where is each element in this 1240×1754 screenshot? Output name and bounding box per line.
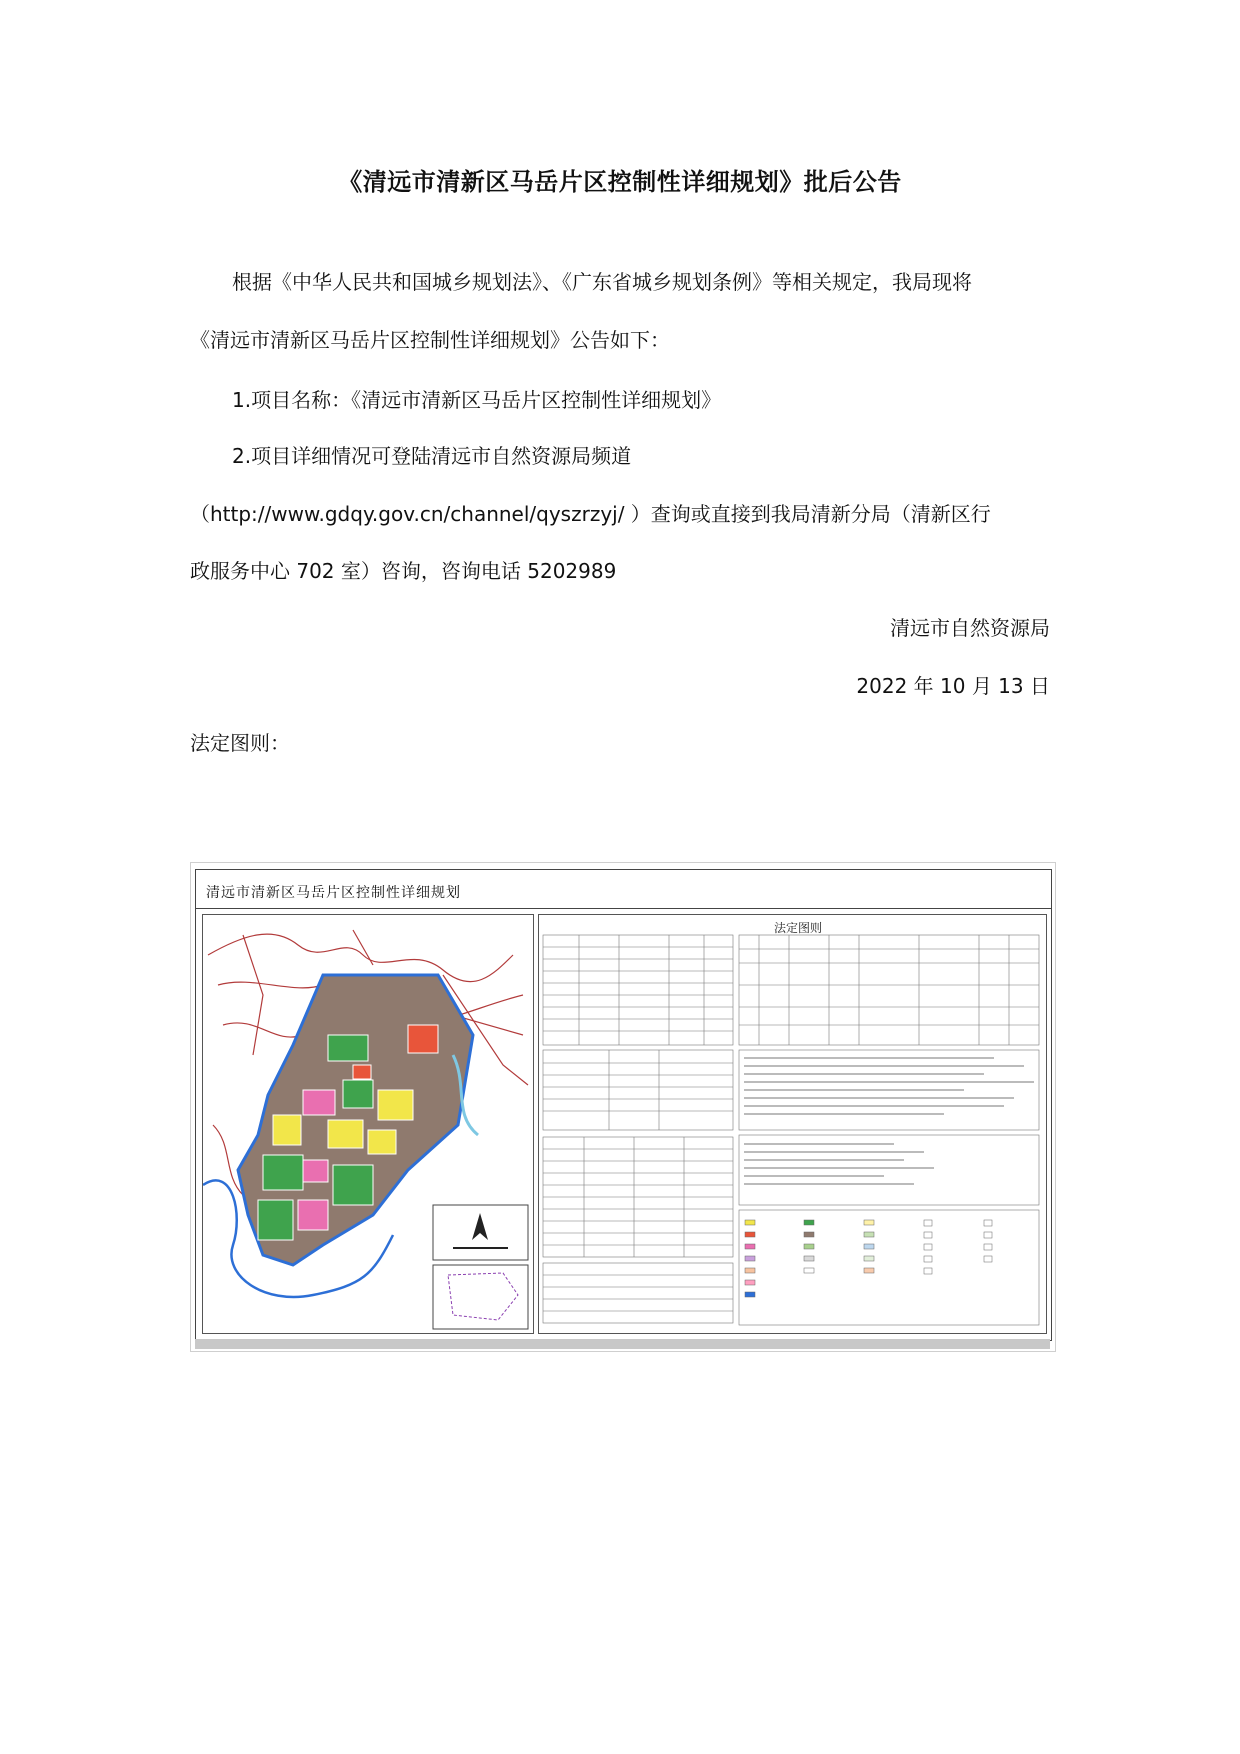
signature: 清远市自然资源局 — [890, 616, 1050, 640]
green-parcel — [258, 1200, 293, 1240]
green-parcel — [333, 1165, 373, 1205]
document-title: 《清远市清新区马岳片区控制性详细规划》批后公告 — [338, 168, 902, 196]
item-2-line-3: 政服务中心 702 室）咨询，咨询电话 5202989 — [190, 559, 617, 583]
location-inset — [433, 1265, 528, 1329]
green-parcel — [263, 1155, 303, 1190]
item-1: 1.项目名称：《清远市清新区马岳片区控制性详细规划》 — [232, 388, 722, 412]
item-2-line-1: 2.项目详细情况可登陆清远市自然资源局频道 — [232, 444, 632, 468]
land-use-map — [202, 914, 534, 1334]
item-2-line-2: （http://www.gdqy.gov.cn/channel/qyszrzyj/ ）查询或直接到我局清新分局（清新区行 — [190, 502, 991, 526]
plan-image — [190, 862, 1056, 1352]
commercial-parcel — [353, 1065, 371, 1079]
land-use-map-graphic — [203, 915, 533, 1333]
legal-map-title: 法定图则 — [774, 921, 823, 935]
plan-frame — [195, 869, 1052, 1341]
plan-divider — [196, 908, 1051, 909]
residential-parcel — [378, 1090, 413, 1120]
public-parcel — [303, 1160, 328, 1182]
date: 2022 年 10 月 13 日 — [856, 674, 1050, 698]
residential-parcel — [273, 1115, 301, 1145]
paragraph-1-line-2: 《清远市清新区马岳片区控制性详细规划》公告如下： — [190, 328, 670, 352]
plan-header-title: 清远市清新区马岳片区控制性详细规划 — [206, 885, 461, 901]
green-parcel — [343, 1080, 373, 1108]
residential-parcel — [328, 1120, 363, 1148]
plan-bottom-bar — [195, 1339, 1050, 1349]
legal-map-panel — [538, 914, 1047, 1334]
legal-map-tables — [539, 915, 1046, 1333]
table-grid-right — [739, 935, 1039, 1325]
public-parcel — [298, 1200, 328, 1230]
legend-heading: 法定图则： — [190, 731, 290, 755]
public-parcel — [303, 1090, 335, 1115]
table-grid-left — [543, 935, 733, 1323]
commercial-parcel — [408, 1025, 438, 1053]
note-text-lines — [744, 1057, 1034, 1185]
green-parcel — [328, 1035, 368, 1061]
residential-parcel — [368, 1130, 396, 1154]
legend-swatches — [745, 1220, 992, 1297]
paragraph-1-line-1: 根据《中华人民共和国城乡规划法》、《广东省城乡规划条例》等相关规定，我局现将 — [232, 270, 972, 294]
